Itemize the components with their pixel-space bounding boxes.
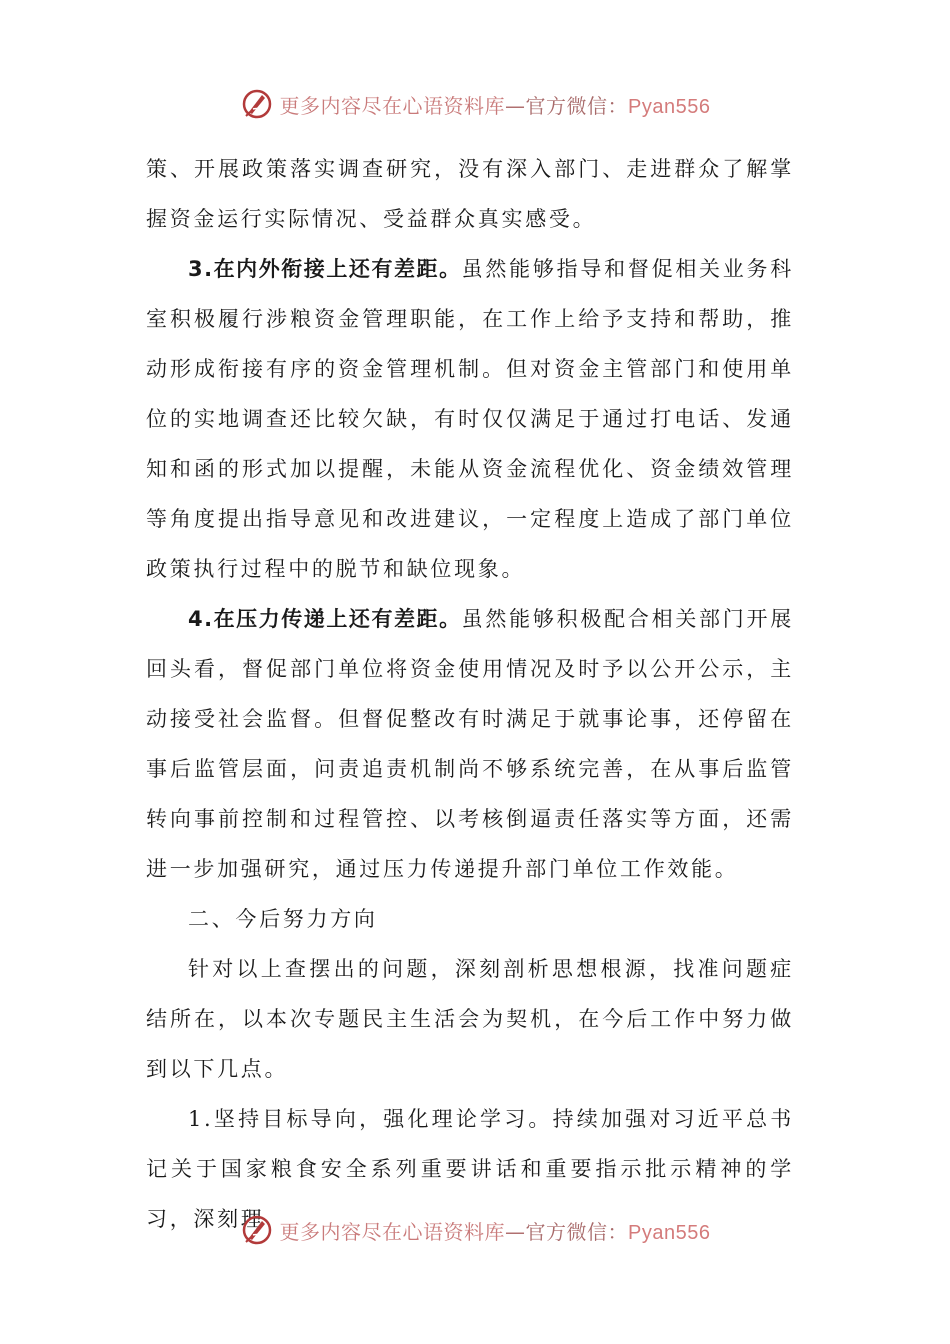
paragraph-heading: 3.在内外衔接上还有差距。	[188, 257, 462, 281]
watermark-text: 更多内容尽在心语资料库—官方微信：Pyan556	[279, 1219, 711, 1244]
watermark-header	[0, 84, 950, 124]
paragraph-point-1: 1.坚持目标导向，强化理论学习。持续加强对习近平总书记关于国家粮食安全系列重要讲话和重要指示批示精神的学习，深刻理	[146, 1107, 794, 1231]
document-body	[146, 144, 794, 1244]
paragraph-intro: 针对以上查摆出的问题，深刻剖析思想根源，找准问题症结所在，以本次专题民主生活会为契机，在今后工作中努力做到以下几点。	[146, 957, 794, 1081]
quill-logo-icon	[240, 1213, 274, 1247]
watermark-footer	[0, 1210, 950, 1250]
section-heading: 二、今后努力方向	[188, 907, 378, 931]
paragraph-continuation: 策、开展政策落实调查研究，没有深入部门、走进群众了解掌握资金运行实际情况、受益群众真实感受。	[146, 157, 794, 231]
paragraph-heading: 4.在压力传递上还有差距。	[188, 607, 462, 631]
paragraph-item-4: 4.在压力传递上还有差距。虽然能够积极配合相关部门开展回头看，督促部门单位将资金使用情况及时予以公开公示，主动接受社会监督。但督促整改有时满足于就事论事，还停留在事后监管层面，问责追责机制尚不够系统完善，在从事后监管转向事前控制和过程管控、以考核倒逼责任落实等方面，还需进一步加强研究，通过压力传递提升部门单位工作效能。	[146, 607, 794, 881]
paragraph-item-3: 3.在内外衔接上还有差距。虽然能够指导和督促相关业务科室积极履行涉粮资金管理职能，在工作上给予支持和帮助，推动形成衔接有序的资金管理机制。但对资金主管部门和使用单位的实地调查还比较欠缺，有时仅仅满足于通过打电话、发通知和函的形式加以提醒，未能从资金流程优化、资金绩效管理等角度提出指导意见和改进建议，一定程度上造成了部门单位政策执行过程中的脱节和缺位现象。	[146, 257, 794, 581]
watermark-text: 更多内容尽在心语资料库—官方微信：Pyan556	[279, 93, 711, 118]
quill-logo-icon	[240, 87, 274, 121]
